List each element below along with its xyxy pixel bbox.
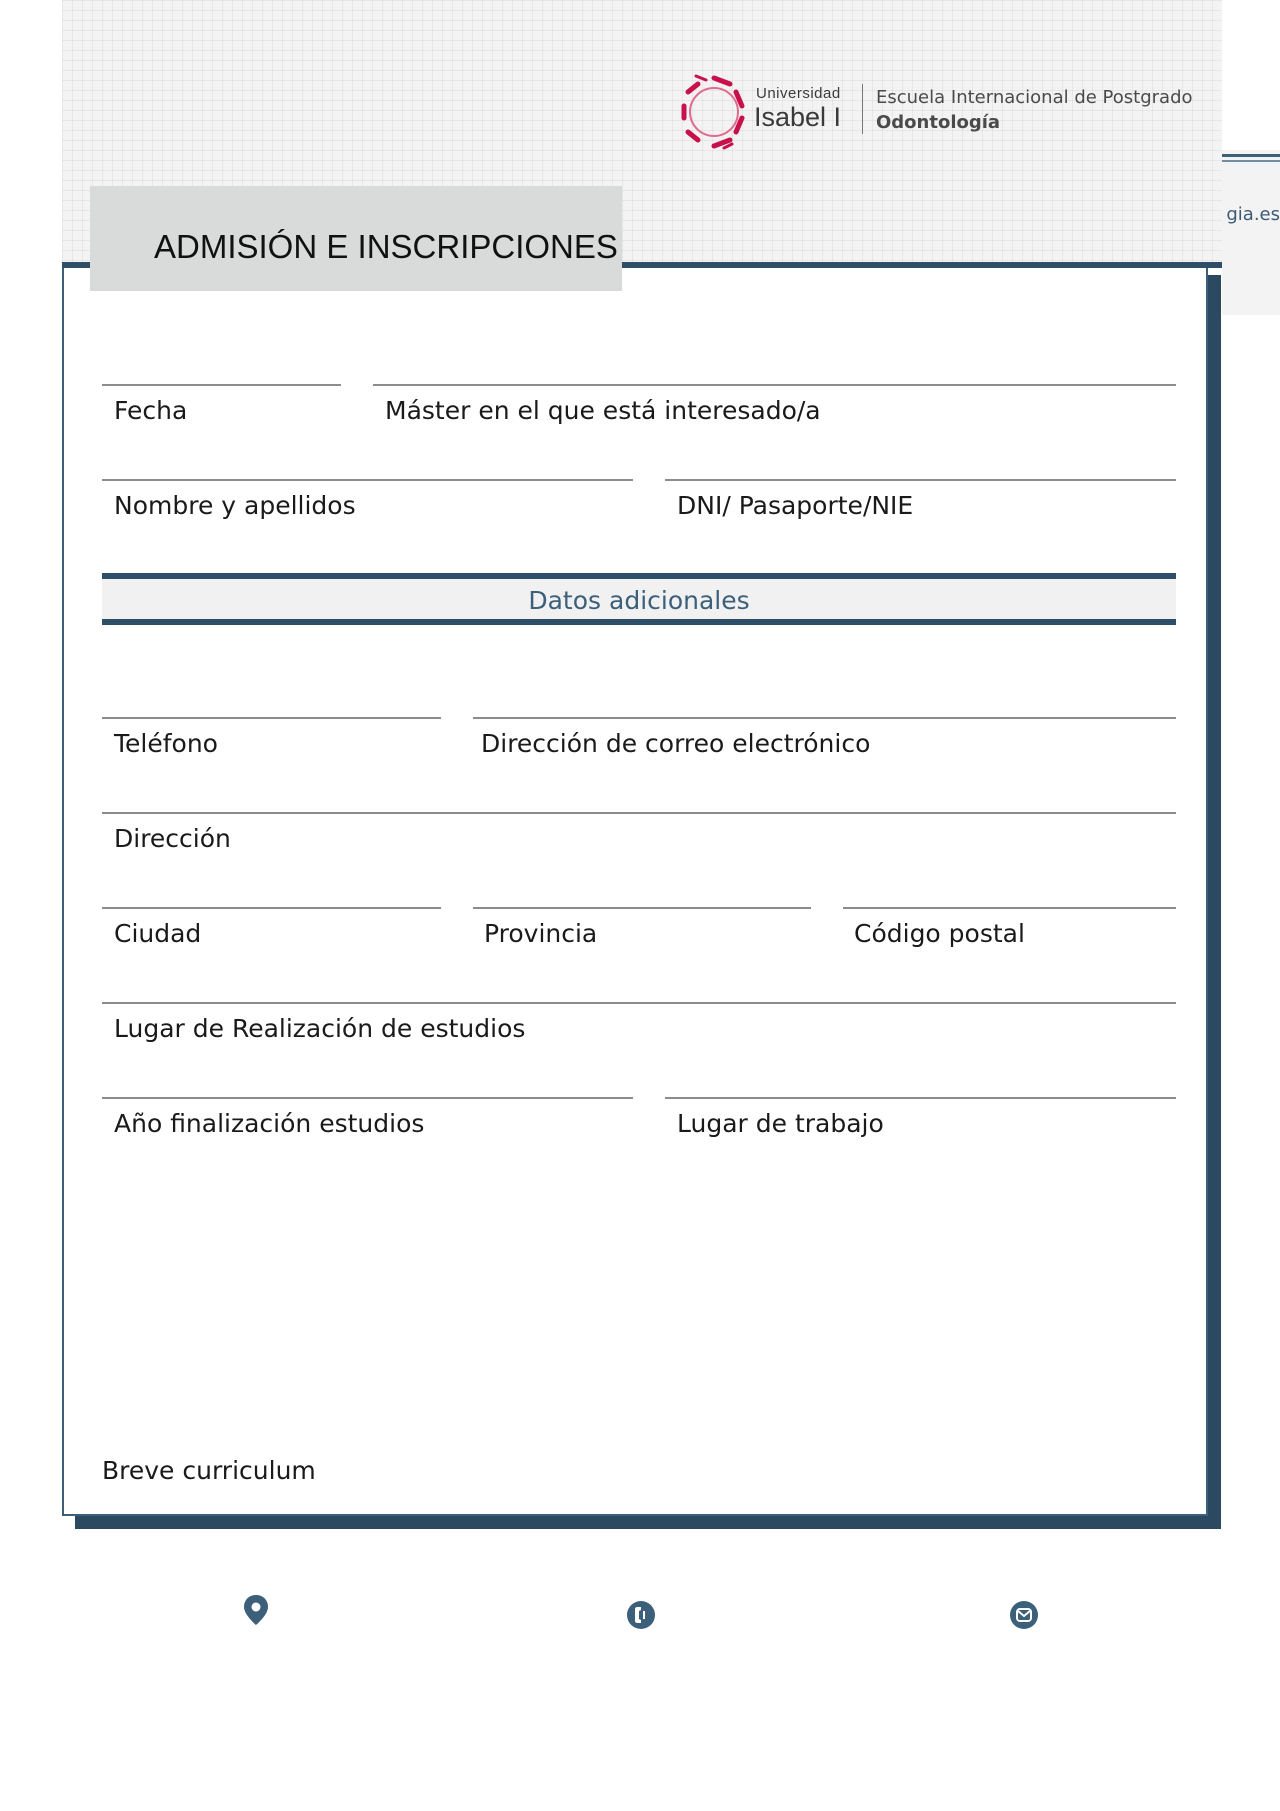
email-label: Dirección de correo electrónico <box>481 729 871 758</box>
university-logo <box>678 72 1208 152</box>
province-field[interactable] <box>473 907 811 909</box>
section-rule-bottom <box>102 619 1176 625</box>
side-strip <box>1222 150 1280 315</box>
master-label: Máster en el que está interesado/a <box>385 396 821 425</box>
study-place-label: Lugar de Realización de estudios <box>114 1014 526 1043</box>
name-label: Nombre y apellidos <box>114 491 356 520</box>
mail-icon <box>1009 1600 1039 1630</box>
section-header <box>102 573 1176 625</box>
work-place-field[interactable] <box>665 1097 1176 1099</box>
university-small-text: Universidad <box>756 85 841 102</box>
email-field[interactable] <box>473 717 1176 719</box>
section-title: Datos adicionales <box>528 586 750 615</box>
location-pin-icon <box>241 1593 271 1627</box>
phone-label: Teléfono <box>114 729 218 758</box>
master-field[interactable] <box>373 384 1176 386</box>
postal-code-label: Código postal <box>854 919 1025 948</box>
cv-label: Breve curriculum <box>102 1456 316 1485</box>
department-name: Odontología <box>876 112 1001 133</box>
side-rule <box>1222 154 1280 157</box>
phone-icon <box>626 1600 656 1630</box>
date-label: Fecha <box>114 396 188 425</box>
side-rule-thin <box>1222 160 1280 162</box>
postal-code-field[interactable] <box>843 907 1176 909</box>
form-frame <box>62 262 1208 1516</box>
id-label: DNI/ Pasaporte/NIE <box>677 491 914 520</box>
date-field[interactable] <box>102 384 341 386</box>
title-box <box>90 186 622 291</box>
work-place-label: Lugar de trabajo <box>677 1109 884 1138</box>
address-field[interactable] <box>102 812 1176 814</box>
name-field[interactable] <box>102 479 633 481</box>
page-title: ADMISIÓN E INSCRIPCIONES <box>154 228 618 265</box>
school-name: Escuela Internacional de Postgrado <box>876 87 1193 108</box>
study-place-field[interactable] <box>102 1002 1176 1004</box>
university-logo-icon <box>678 72 750 152</box>
section-rule-top <box>102 573 1176 579</box>
id-field[interactable] <box>665 479 1176 481</box>
study-year-field[interactable] <box>102 1097 633 1099</box>
city-label: Ciudad <box>114 919 202 948</box>
university-name: Isabel I <box>754 102 842 132</box>
logo-divider <box>862 84 863 134</box>
study-year-label: Año finalización estudios <box>114 1109 425 1138</box>
province-label: Provincia <box>484 919 598 948</box>
phone-field[interactable] <box>102 717 441 719</box>
cropped-url-text: gia.es <box>1226 204 1280 225</box>
city-field[interactable] <box>102 907 441 909</box>
address-label: Dirección <box>114 824 231 853</box>
